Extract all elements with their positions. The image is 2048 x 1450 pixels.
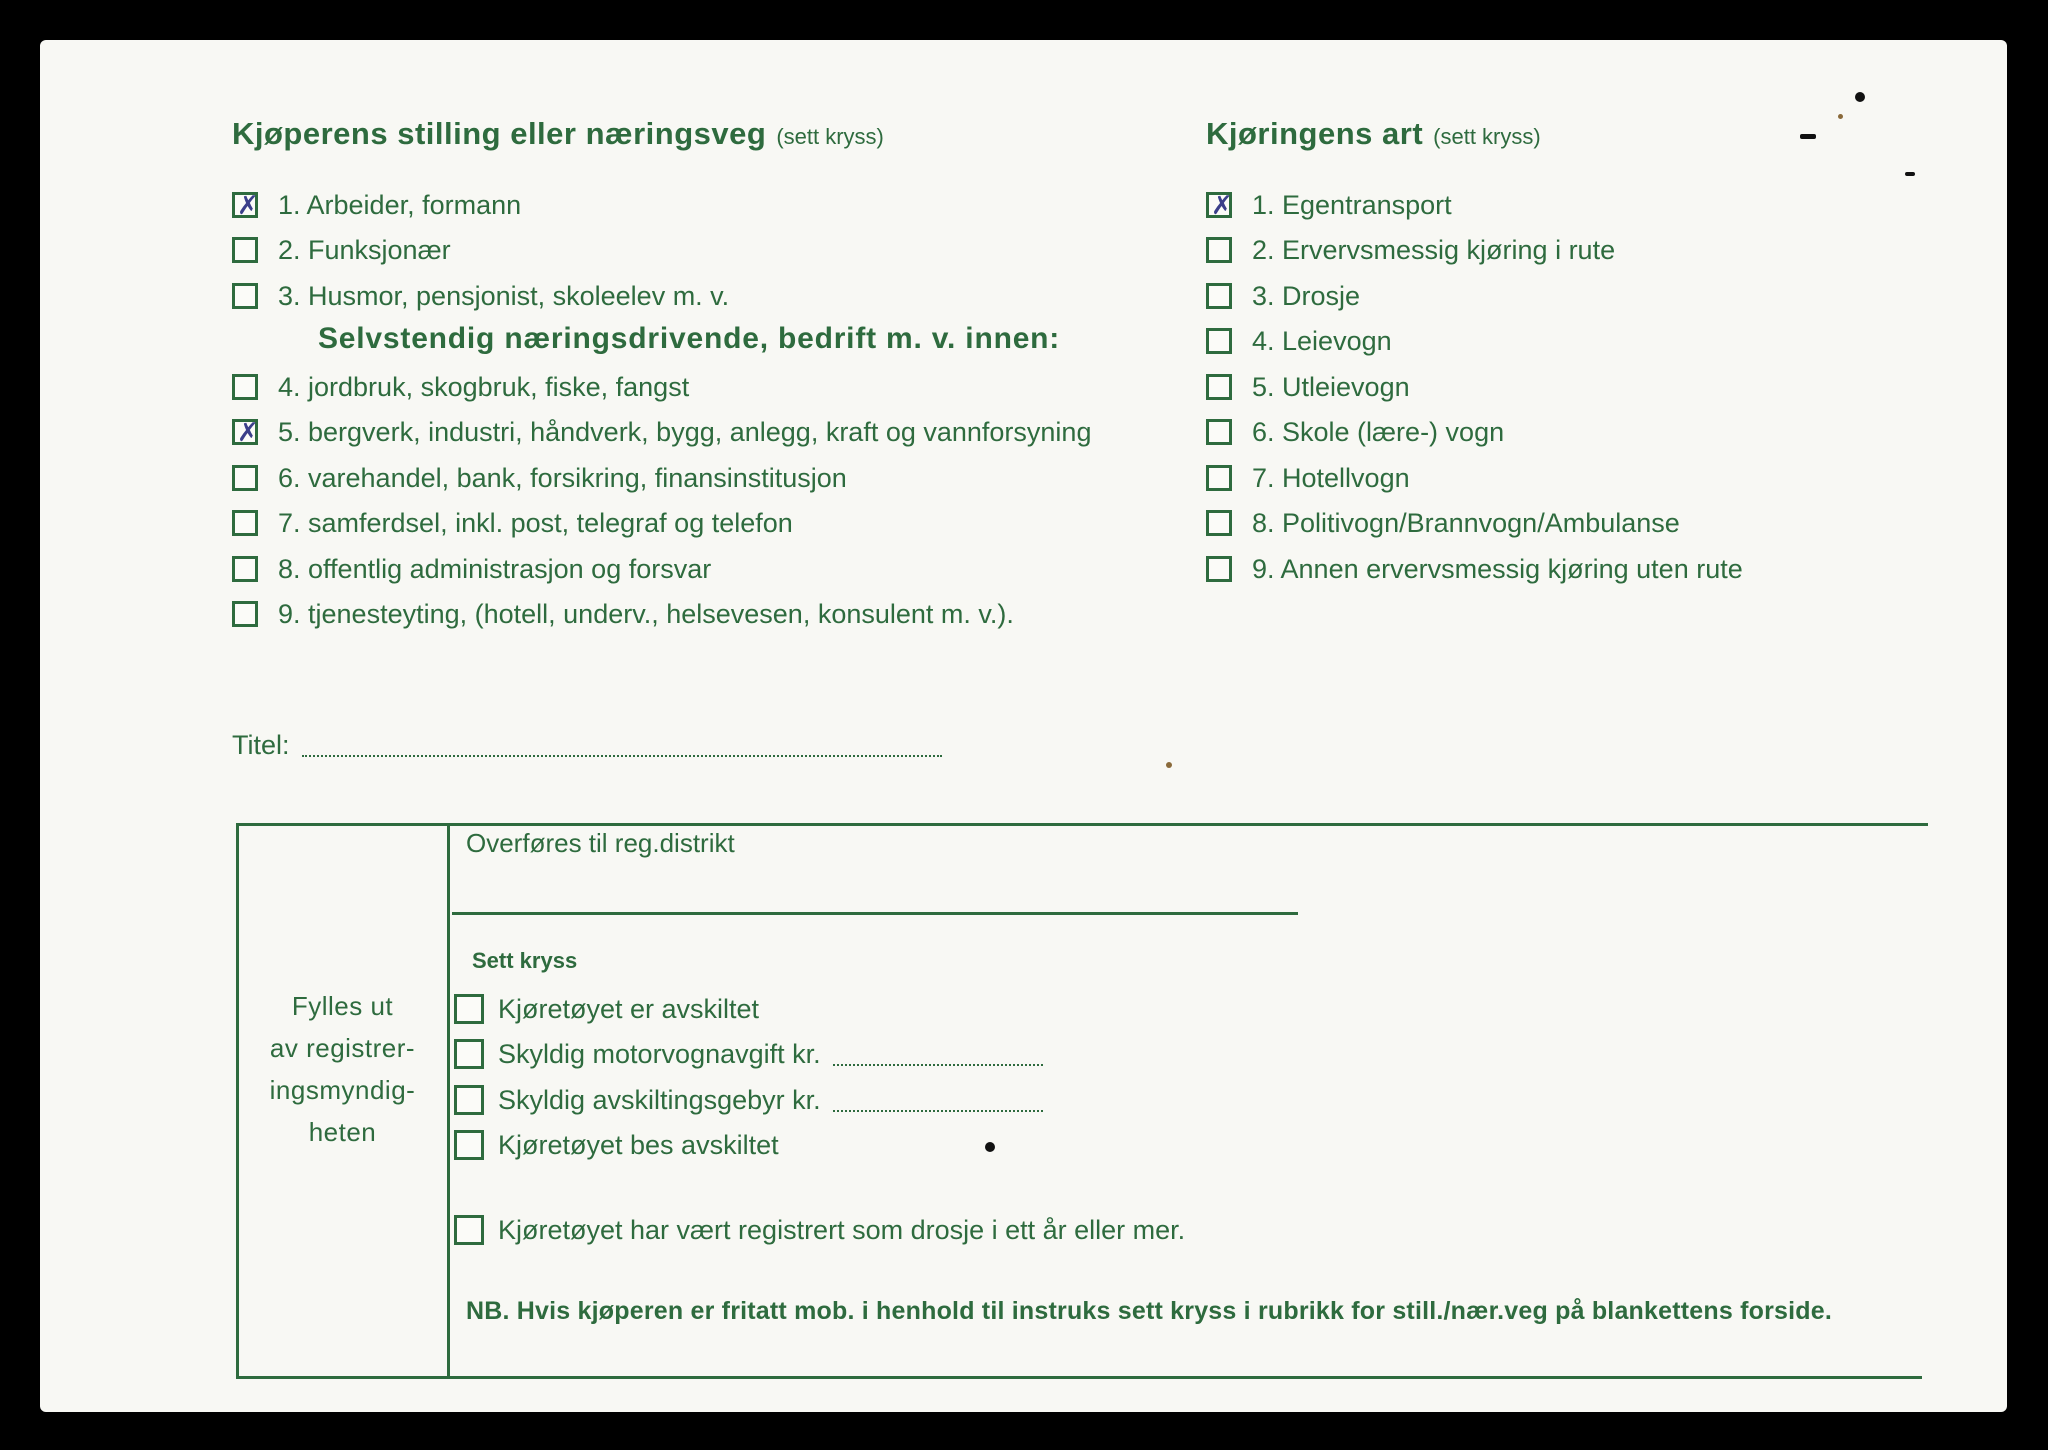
- motor-tax-option[interactable]: [454, 1037, 1043, 1071]
- check-mark-icon: ✗: [237, 191, 259, 221]
- checkbox[interactable]: [454, 1215, 484, 1245]
- option-label: 4. Leievogn: [1252, 325, 1392, 356]
- checkbox[interactable]: [454, 1130, 484, 1160]
- left-option-2[interactable]: [232, 233, 451, 267]
- ink-speck: [1838, 114, 1843, 119]
- side-label-line-1: Fylles ut: [291, 991, 394, 1021]
- left-option-9[interactable]: [232, 597, 1014, 631]
- left-option-6[interactable]: [232, 461, 847, 495]
- checkbox[interactable]: [1206, 465, 1232, 491]
- right-option-6[interactable]: [1206, 415, 1504, 449]
- checkbox[interactable]: [1206, 374, 1232, 400]
- option-label: 6. varehandel, bank, forsikring, finansinstitusjon: [278, 462, 847, 493]
- option-label: 1. Egentransport: [1252, 189, 1452, 220]
- option-label: 2. Ervervsmessig kjøring i rute: [1252, 234, 1616, 265]
- bottom-box-bottom-border: [236, 1376, 1922, 1379]
- right-option-9[interactable]: [1206, 552, 1743, 586]
- deregistered-option[interactable]: [454, 992, 759, 1026]
- right-title-text: Kjøringens art: [1206, 116, 1424, 151]
- option-label: 7. Hotellvogn: [1252, 462, 1410, 493]
- checkbox[interactable]: [232, 510, 258, 536]
- right-option-3[interactable]: [1206, 279, 1360, 313]
- side-label-line-2: av registrer-: [269, 1033, 416, 1063]
- side-label-line-3: ingsmyndig-: [269, 1075, 416, 1105]
- option-label: 1. Arbeider, formann: [278, 189, 522, 220]
- checkbox[interactable]: [232, 374, 258, 400]
- check-mark-icon: ✗: [1211, 191, 1233, 221]
- option-label: 9. Annen ervervsmessig kjøring uten rute: [1252, 553, 1743, 584]
- taxi-history-option[interactable]: [454, 1213, 1185, 1247]
- option-label: 2. Funksjonær: [278, 234, 451, 265]
- option-label: 5. bergverk, industri, håndverk, bygg, anlegg, kraft og vannforsyning: [278, 416, 1092, 447]
- left-option-4[interactable]: [232, 370, 689, 404]
- right-option-7[interactable]: [1206, 461, 1410, 495]
- side-label-line-4: heten: [308, 1117, 377, 1147]
- ink-speck: [1905, 172, 1915, 176]
- ink-speck: [1855, 92, 1865, 102]
- checkbox[interactable]: [232, 556, 258, 582]
- ink-speck: [1166, 762, 1172, 768]
- option-label: 4. jordbruk, skogbruk, fiske, fangst: [278, 371, 690, 402]
- option-label: Skyldig avskiltingsgebyr kr.: [498, 1084, 821, 1115]
- checkbox[interactable]: [1206, 556, 1232, 582]
- option-label: 6. Skole (lære-) vogn: [1252, 416, 1505, 447]
- check-mark-icon: ✗: [237, 418, 259, 448]
- left-option-1[interactable]: [232, 188, 521, 222]
- option-label: 5. Utleievogn: [1252, 371, 1410, 402]
- checkbox[interactable]: [232, 601, 258, 627]
- option-label: 8. offentlig administrasjon og forsvar: [278, 553, 712, 584]
- amount-dotted-line[interactable]: [833, 1042, 1043, 1066]
- left-title-note: (sett kryss): [776, 124, 884, 149]
- checkbox[interactable]: [1206, 283, 1232, 309]
- right-option-5[interactable]: [1206, 370, 1410, 404]
- transfer-district-line[interactable]: [452, 912, 1298, 915]
- option-label: Kjøretøyet bes avskiltet: [498, 1129, 779, 1160]
- checkbox[interactable]: [232, 418, 259, 448]
- right-section-title: [1206, 116, 1541, 152]
- authority-side-label: [240, 985, 445, 1153]
- nb-note: NB. Hvis kjøperen er fritatt mob. i henhold til instruks sett kryss i rubrikk for still./nær.veg på blankettens forside.: [466, 1297, 1832, 1325]
- left-option-5[interactable]: [232, 415, 1091, 449]
- checkbox[interactable]: [232, 191, 259, 221]
- left-option-3[interactable]: [232, 279, 729, 313]
- left-section-title: [232, 116, 884, 152]
- option-label: Kjøretøyet har vært registrert som drosje i ett år eller mer.: [498, 1214, 1186, 1245]
- checkbox[interactable]: [1206, 419, 1232, 445]
- titel-label: Titel:: [232, 729, 290, 760]
- self-employed-subheading: Selvstendig næringsdrivende, bedrift m. v. innen:: [318, 322, 1061, 355]
- amount-dotted-line[interactable]: [833, 1088, 1043, 1112]
- transfer-label: Overføres til reg.distrikt: [466, 828, 735, 858]
- right-title-note: (sett kryss): [1433, 124, 1541, 149]
- plate-fee-option[interactable]: [454, 1083, 1043, 1117]
- option-label: 8. Politivogn/Brannvogn/Ambulanse: [1252, 507, 1680, 538]
- bottom-box-divider: [447, 823, 450, 1379]
- titel-dotted-line[interactable]: [302, 733, 942, 757]
- titel-field[interactable]: [232, 728, 942, 762]
- checkbox[interactable]: [1206, 328, 1232, 354]
- checkbox[interactable]: [1206, 191, 1233, 221]
- left-title-text: Kjøperens stilling eller næringsveg: [232, 116, 767, 151]
- option-label: Skyldig motorvognavgift kr.: [498, 1038, 821, 1069]
- option-label: 3. Husmor, pensjonist, skoleelev m. v.: [278, 280, 730, 311]
- option-label: 9. tjenesteyting, (hotell, underv., helsevesen, konsulent m. v.).: [278, 598, 1014, 629]
- checkbox[interactable]: [232, 283, 258, 309]
- request-deregister-option[interactable]: [454, 1128, 779, 1162]
- option-label: 7. samferdsel, inkl. post, telegraf og telefon: [278, 507, 793, 538]
- bottom-box-top-border: [236, 823, 1928, 826]
- right-option-2[interactable]: [1206, 233, 1615, 267]
- checkbox[interactable]: [232, 465, 258, 491]
- option-label: Kjøretøyet er avskiltet: [498, 993, 760, 1024]
- checkbox[interactable]: [454, 1085, 484, 1115]
- checkbox[interactable]: [454, 1039, 484, 1069]
- bottom-box-left-border: [236, 823, 239, 1379]
- ink-speck: [1800, 134, 1816, 139]
- right-option-4[interactable]: [1206, 324, 1392, 358]
- left-option-8[interactable]: [232, 552, 711, 586]
- ink-speck: [985, 1142, 995, 1152]
- checkbox[interactable]: [1206, 510, 1232, 536]
- checkbox[interactable]: [454, 994, 484, 1024]
- checkbox[interactable]: [1206, 237, 1232, 263]
- checkbox[interactable]: [232, 237, 258, 263]
- right-option-8[interactable]: [1206, 506, 1680, 540]
- option-label: 3. Drosje: [1252, 280, 1361, 311]
- sett-kryss-label: Sett kryss: [472, 948, 578, 973]
- left-option-7[interactable]: [232, 506, 793, 540]
- right-option-1[interactable]: [1206, 188, 1452, 222]
